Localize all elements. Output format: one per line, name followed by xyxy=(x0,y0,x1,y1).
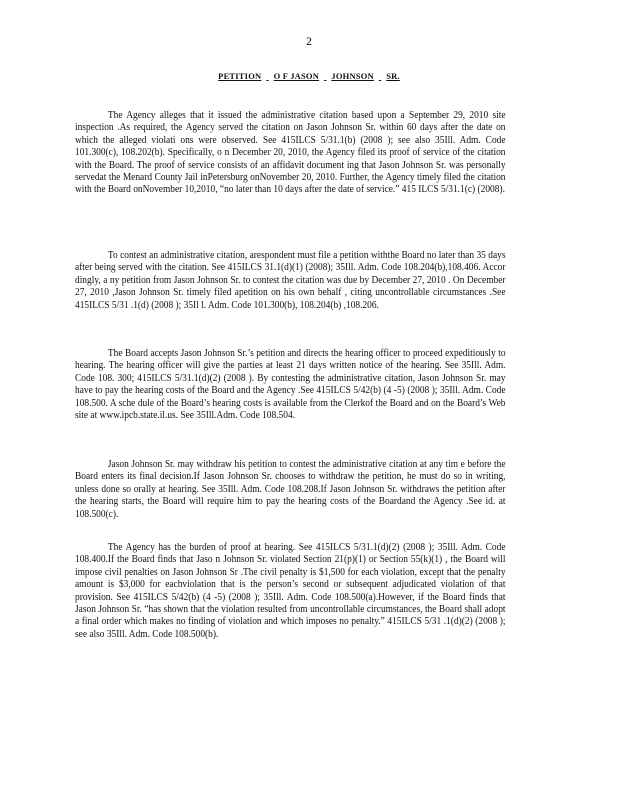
section-heading xyxy=(100,71,518,81)
paragraph-hearing: The Board accepts Jason Johnson Sr.’s petition and directs the hearing officer to proceed expeditiously to hearing. The hearing officer will give the parties at least 21 days written notice of the hearing. See 35Ill. Adm. Code 108. 300; 415ILCS 5/31.1(d)(2) (2008 ). By contesting the administrative citation, Jason Johnson Sr. may have to pay the hearing costs of the Board and the Agency .See 415ILCS 5/42(b) (4 -5) (2008 ); 35Ill. Adm. Code 108.500. A sche dule of the Board’s hearing costs is available from the Clerkof the Board and on the Board’s Web site at www.ipcb.state.il.us. See 35Ill.Adm. Code 108.504. xyxy=(75,348,506,422)
paragraph-withdraw: Jason Johnson Sr. may withdraw his petition to contest the administrative citation at any tim e before the Board enters its final decision.If Jason Johnson Sr. chooses to withdraw the petition, he must do so in writing, unless done so orally at hearing. See 35Ill. Adm. Code 108.208.If Jason Johnson Sr. withdraws the petition after the hearing starts, the Board will require him to pay the hearing costs of the Boardand the Agency .See id. at 108.500(c). xyxy=(75,459,506,520)
heading-word: SR. xyxy=(386,71,400,81)
heading-word: O F JASON xyxy=(273,71,320,81)
paragraph-service: The Agency alleges that it issued the administrative citation based upon a September 29, 2010 site inspection .As required, the Agency served the citation on Jason Johnson Sr. within 60 days after the date on which the alleged violati ons were observed. See 415ILCS 5/31.1(b) (2008 ); see also 35Ill. Adm. Code 101.300(c), 108.202(b). Specifically, o n December 20, 2010, the Agency filed its proof of service of the citation with the Board. The proof of service consists of an affidavit document ing that Jason Johnson Sr. was personally servedat the Menard County Jail inPetersburg onNovember 20, 2010. Further, the Agency timely filed the citation with the Board onNovember 10,2010, “no later than 10 days after the date of service.” 415 ILCS 5/31.1(c) (2008). xyxy=(75,110,506,196)
heading-word: JOHNSON xyxy=(331,71,374,81)
paragraph-burden-of-proof: The Agency has the burden of proof at hearing. See 415ILCS 5/31.1(d)(2) (2008 ); 35Ill. Adm. Code 108.400.If the Board finds that Jaso n Johnson Sr. violated Section 21(p)(1) or Section 55(k)(1) , the Board will impose civil penalties on Jason Johnson Sr .The civil penalty is $1,500 for each violation, except that the penalty amount is $3,000 for eachviolation that is the person’s second or subsequent adjudicated violation of that provision. See 415ILCS 5/42(b) (4 -5) (2008 ); 35Ill. Adm. Code 108.500(a).However, if the Board finds that Jason Johnson Sr. “has shown that the violation resulted from uncontrollable circumstances, the Board shall adopt a final order which makes no finding of violation and which imposes no penalty.” 415ILCS 5/31 .1(d)(2) (2008 ); see also 35Ill. Adm. Code 108.500(b). xyxy=(75,542,506,640)
page-number: 2 xyxy=(306,34,312,48)
heading-word: PETITION xyxy=(218,71,262,81)
paragraph-contest: To contest an administrative citation, arespondent must file a petition withthe Board no later than 35 days after being served with the citation. See 415ILCS 31.1(d)(1) (2008); 35Ill. Adm. Code 108.204(b),108.406. Accor dingly, a ny petition from Jason Johnson Sr. to contest the citation was due by December 27, 2010 . On December 27, 2010 ,Jason Johnson Sr. timely filed apetition on his own behalf , citing uncontrollable circumstances .See 415ILCS 5/31 .1(d) (2008 ); 35Il l. Adm. Code 101.300(b), 108.204(b) ,108.206. xyxy=(75,250,506,311)
